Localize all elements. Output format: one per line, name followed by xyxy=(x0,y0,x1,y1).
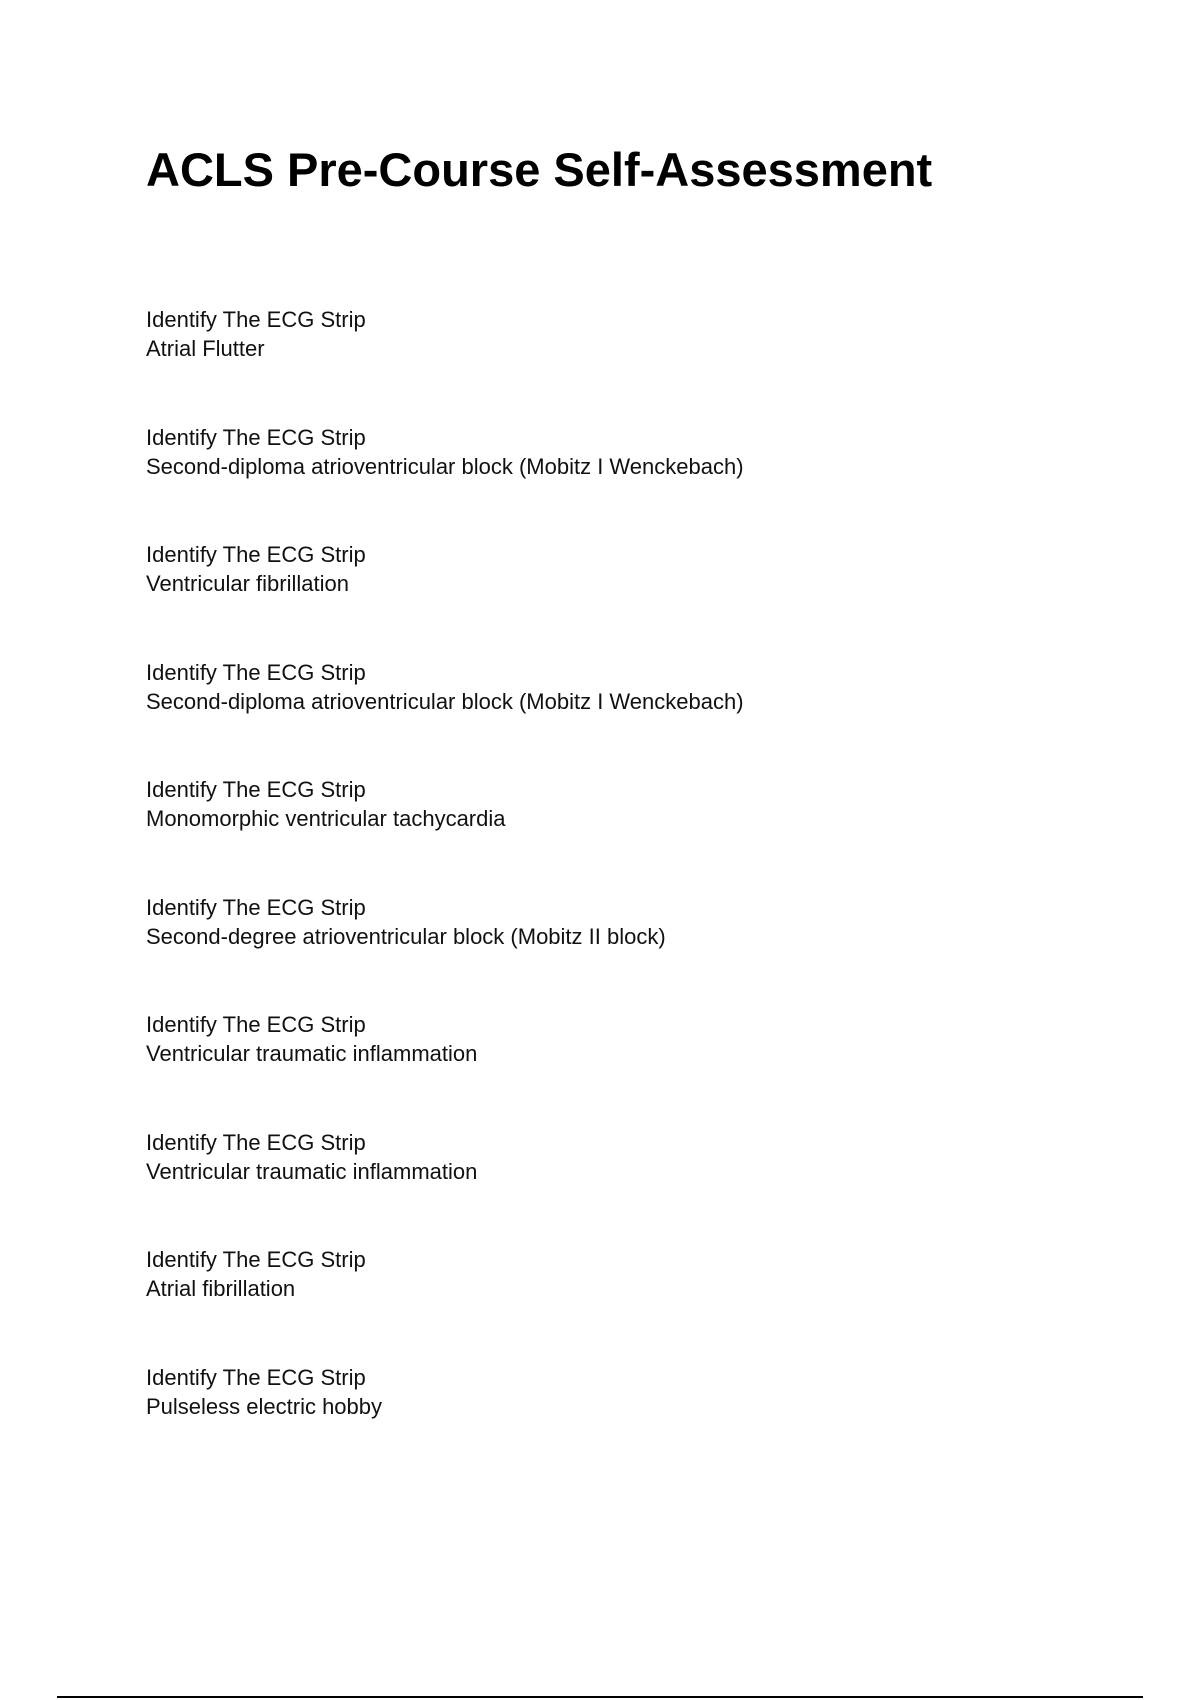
question-text: Identify The ECG Strip xyxy=(146,307,366,332)
answer-text: Second-degree atrioventricular block (Mobitz II block) xyxy=(146,923,666,949)
question-text: Identify The ECG Strip xyxy=(146,1364,366,1390)
answer-text: Atrial Flutter xyxy=(146,336,265,361)
question-text: Identify The ECG Strip xyxy=(146,1247,366,1272)
question-text: Identify The ECG Strip xyxy=(146,894,366,920)
question-item xyxy=(146,1128,1046,1246)
question-item xyxy=(146,1245,1046,1363)
answer-text: Ventricular fibrillation xyxy=(146,571,349,596)
answer-text: Ventricular traumatic inflammation xyxy=(146,1158,478,1184)
question-text: Identify The ECG Strip xyxy=(146,777,366,802)
footer-divider xyxy=(57,1696,1143,1698)
question-list xyxy=(146,305,1046,1480)
document-title: ACLS Pre-Course Self-Assessment xyxy=(146,143,933,196)
question-text: Identify The ECG Strip xyxy=(146,1129,366,1155)
answer-text: Pulseless electric hobby xyxy=(146,1393,383,1419)
answer-text: Second-diploma atrioventricular block (Mobitz I Wenckebach) xyxy=(146,453,744,479)
answer-text: Monomorphic ventricular tachycardia xyxy=(146,806,506,831)
question-item xyxy=(146,540,1046,658)
question-item xyxy=(146,893,1046,1011)
question-text: Identify The ECG Strip xyxy=(146,424,366,450)
question-text: Identify The ECG Strip xyxy=(146,659,366,685)
answer-text: Ventricular traumatic inflammation xyxy=(146,1041,478,1066)
question-text: Identify The ECG Strip xyxy=(146,1012,366,1037)
answer-text: Second-diploma atrioventricular block (Mobitz I Wenckebach) xyxy=(146,688,744,714)
question-text: Identify The ECG Strip xyxy=(146,542,366,567)
question-item xyxy=(146,1363,1046,1481)
question-item xyxy=(146,423,1046,541)
question-item xyxy=(146,305,1046,423)
question-item xyxy=(146,775,1046,893)
answer-text: Atrial fibrillation xyxy=(146,1276,296,1301)
question-item xyxy=(146,1010,1046,1128)
question-item xyxy=(146,658,1046,776)
